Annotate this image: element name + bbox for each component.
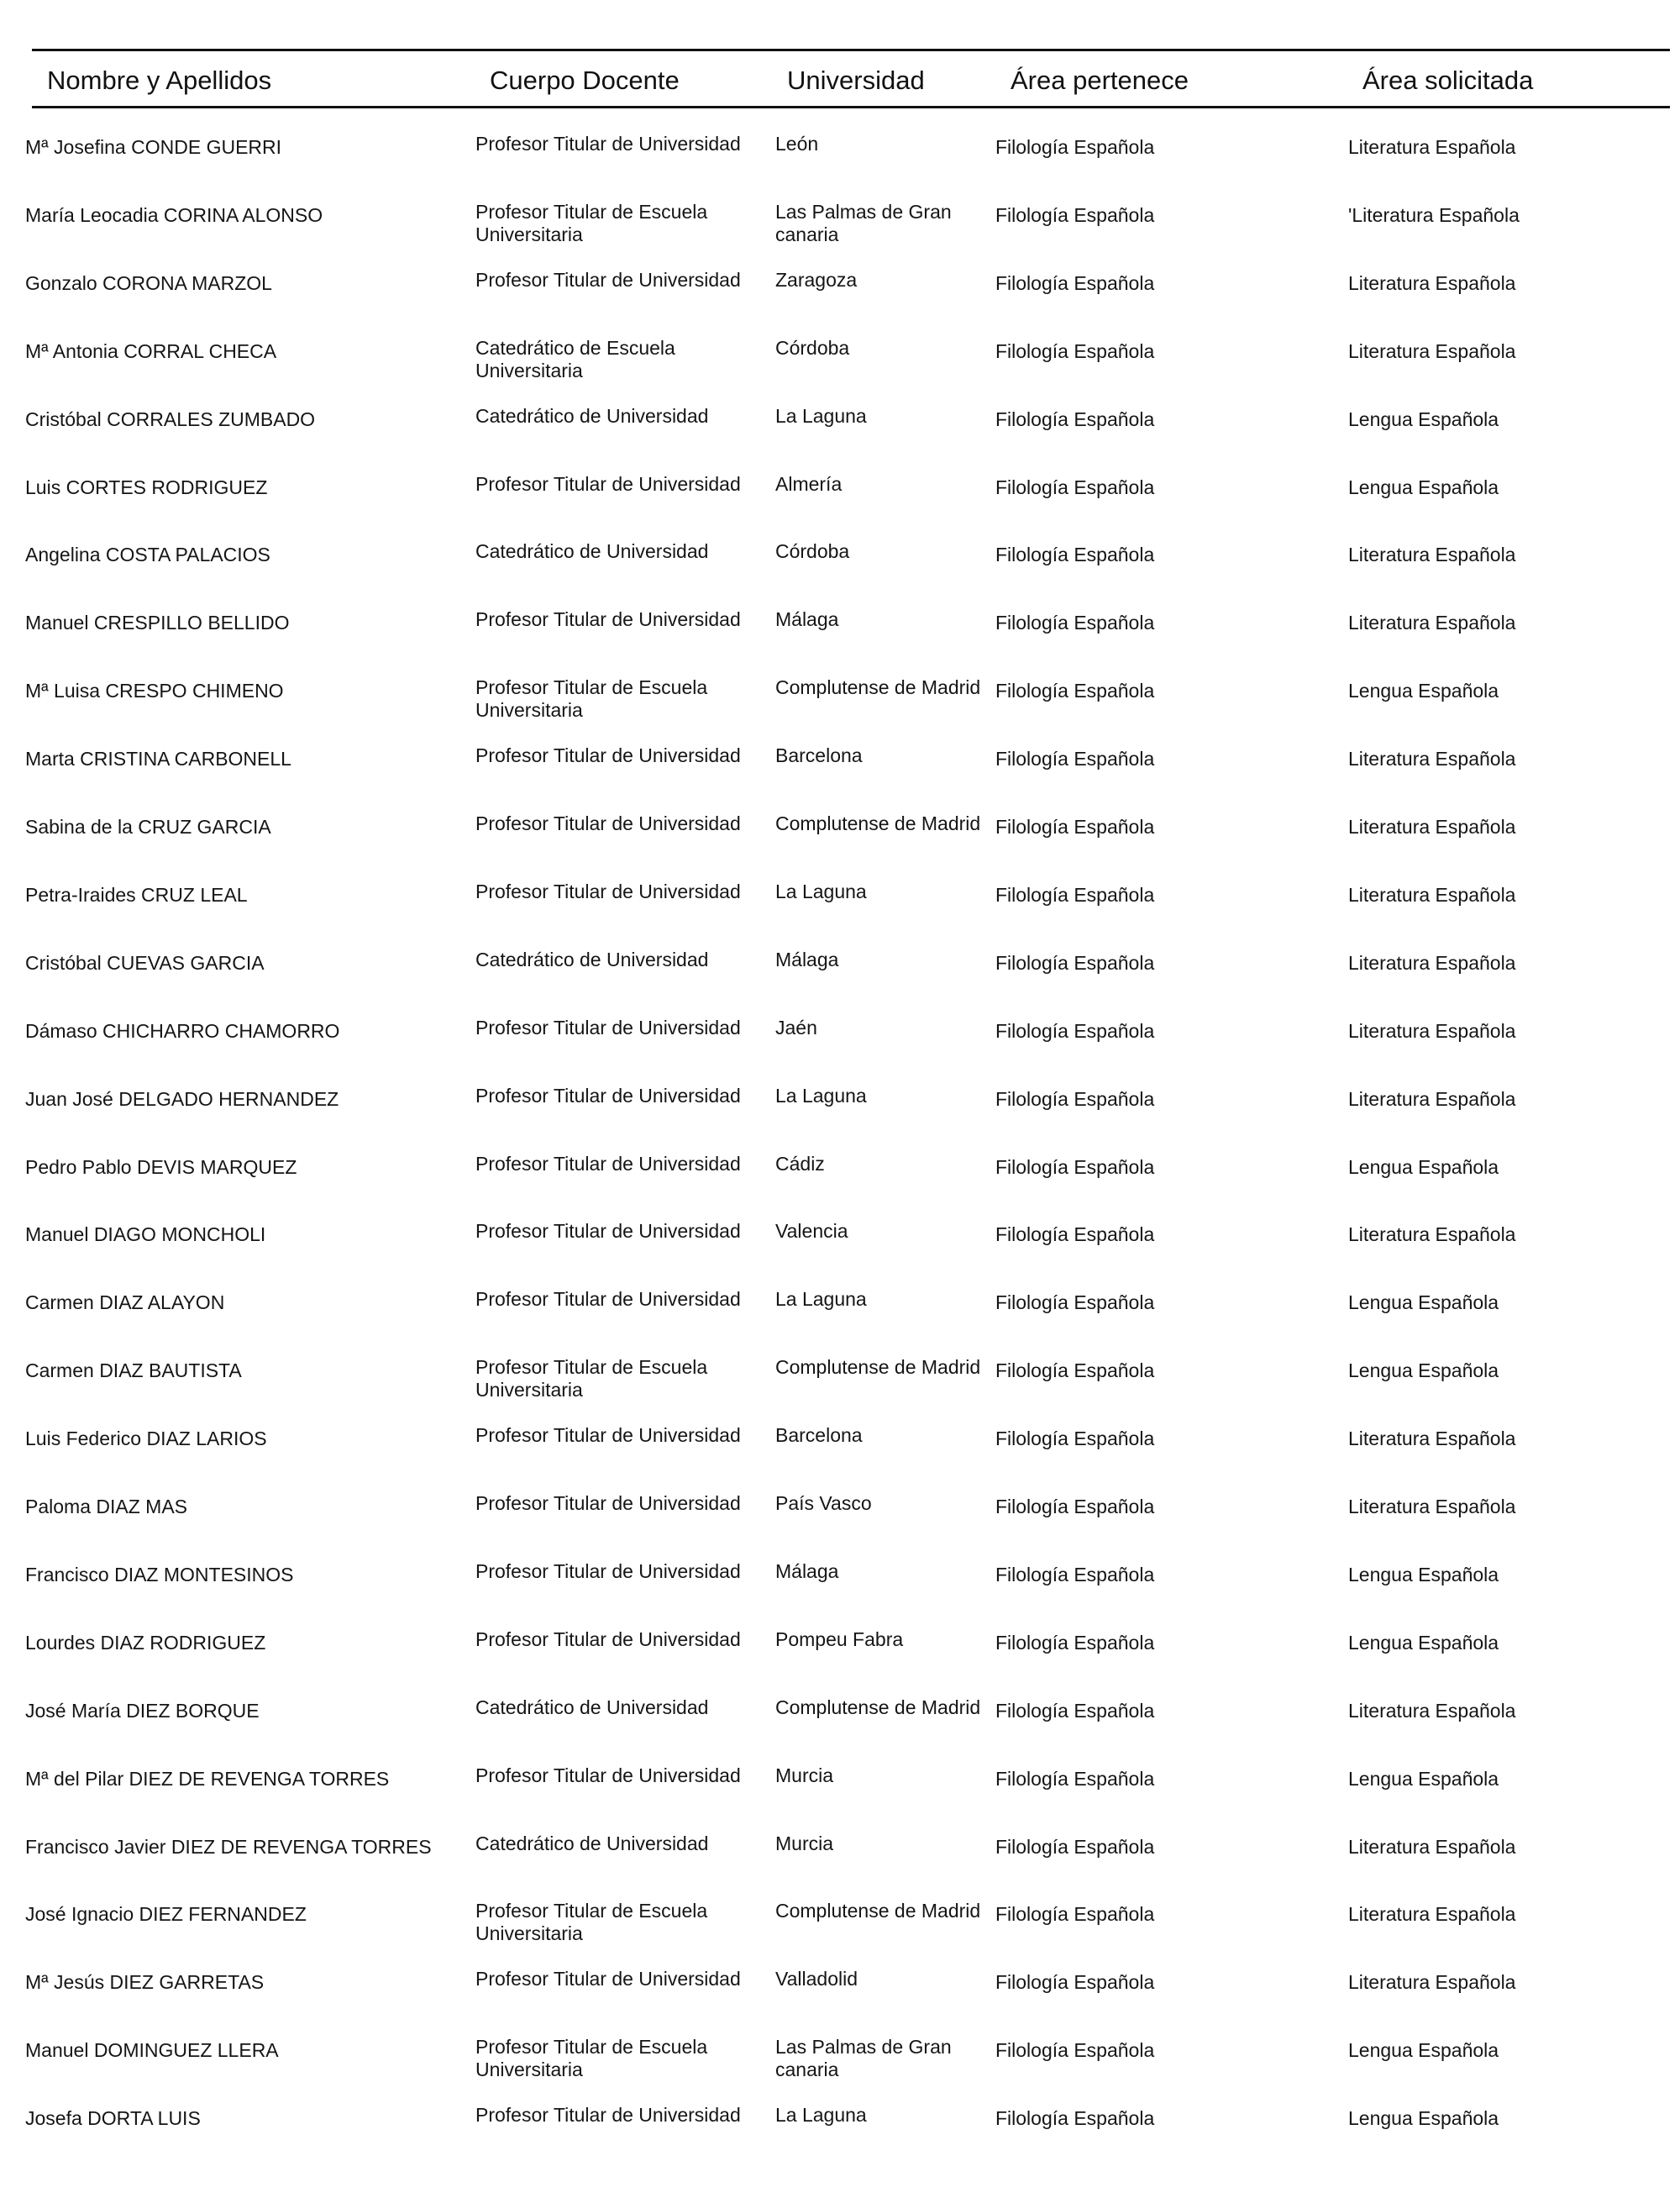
person-name-cell: Mª Josefina CONDE GUERRI	[25, 136, 282, 158]
area-solicitada-cell: Literatura Española	[1348, 748, 1516, 770]
area-solicitada-cell: Lengua Española	[1348, 2107, 1499, 2130]
cuerpo-docente-cell: Profesor Titular de Escuela Universitaria	[475, 1900, 708, 1945]
universidad-cell: La Laguna	[775, 2104, 867, 2127]
table-row	[0, 1696, 1680, 1747]
cuerpo-docente-cell: Profesor Titular de Escuela Universitaria	[475, 676, 708, 722]
universidad-cell: La Laguna	[775, 1288, 867, 1311]
area-pertenece-cell: Filología Española	[995, 1155, 1155, 1178]
person-name-cell: José Ignacio DIEZ FERNANDEZ	[25, 1903, 307, 1926]
cuerpo-docente-cell: Profesor Titular de Universidad	[475, 1016, 741, 1039]
cuerpo-docente-cell: Catedrático de Universidad	[475, 404, 709, 427]
area-solicitada-cell: Lengua Española	[1348, 1359, 1499, 1382]
area-pertenece-cell: Filología Española	[995, 2107, 1155, 2130]
table-row	[0, 1017, 1680, 1067]
area-solicitada-cell: Literatura Española	[1348, 1835, 1516, 1858]
area-pertenece-cell: Filología Española	[995, 1019, 1155, 1042]
cuerpo-docente-cell: Profesor Titular de Universidad	[475, 1492, 741, 1514]
area-solicitada-cell: Lengua Española	[1348, 2039, 1499, 2062]
area-pertenece-cell: Filología Española	[995, 1428, 1155, 1450]
person-name-cell: José María DIEZ BORQUE	[25, 1699, 260, 1722]
header-cuerpo-docente: Cuerpo Docente	[490, 66, 680, 95]
cuerpo-docente-cell: Profesor Titular de Universidad	[475, 472, 741, 495]
area-pertenece-cell: Filología Española	[995, 1835, 1155, 1858]
universidad-cell: Jaén	[775, 1016, 817, 1039]
person-name-cell: Paloma DIAZ MAS	[25, 1496, 187, 1517]
area-solicitada-cell: Literatura Española	[1348, 1019, 1516, 1042]
person-name-cell: Manuel DIAGO MONCHOLI	[25, 1223, 266, 1246]
cuerpo-docente-cell: Profesor Titular de Universidad	[475, 608, 741, 631]
area-solicitada-cell: Literatura Española	[1348, 271, 1516, 294]
person-name-cell: Juan José DELGADO HERNANDEZ	[25, 1087, 339, 1110]
person-name-cell: Mª Antonia CORRAL CHECA	[25, 339, 277, 362]
universidad-cell: Murcia	[775, 1764, 834, 1786]
universidad-cell: País Vasco	[775, 1492, 872, 1514]
area-solicitada-cell: Literatura Española	[1348, 136, 1516, 158]
universidad-cell: Complutense de Madrid	[775, 1356, 981, 1379]
area-pertenece-cell: Filología Española	[995, 408, 1155, 430]
area-pertenece-cell: Filología Española	[995, 816, 1155, 838]
universidad-cell: Almería	[775, 472, 843, 495]
universidad-cell: Complutense de Madrid	[775, 1900, 981, 1922]
cuerpo-docente-cell: Profesor Titular de Universidad	[475, 1084, 741, 1107]
cuerpo-docente-cell: Profesor Titular de Universidad	[475, 1764, 741, 1786]
cuerpo-docente-cell: Profesor Titular de Universidad	[475, 133, 741, 155]
area-pertenece-cell: Filología Española	[995, 748, 1155, 770]
area-solicitada-cell: Lengua Española	[1348, 1155, 1499, 1178]
area-pertenece-cell: Filología Española	[995, 2039, 1155, 2062]
person-name-cell: Lourdes DIAZ RODRIGUEZ	[25, 1631, 266, 1654]
person-name-cell: Dámaso CHICHARRO CHAMORRO	[25, 1019, 340, 1042]
table-row	[0, 133, 1680, 183]
table-row	[0, 1628, 1680, 1679]
cuerpo-docente-cell: Profesor Titular de Universidad	[475, 268, 741, 291]
cuerpo-docente-cell: Catedrático de Universidad	[475, 1696, 709, 1718]
table-row	[0, 1220, 1680, 1270]
area-solicitada-cell: Lengua Española	[1348, 1563, 1499, 1585]
cuerpo-docente-cell: Catedrático de Escuela Universitaria	[475, 336, 675, 381]
person-name-cell: María Leocadia CORINA ALONSO	[25, 203, 323, 226]
universidad-cell: Complutense de Madrid	[775, 812, 981, 834]
table-row	[0, 1833, 1680, 1883]
universidad-cell: León	[775, 133, 819, 155]
area-pertenece-cell: Filología Española	[995, 339, 1155, 362]
area-solicitada-cell: 'Literatura Española	[1348, 203, 1520, 226]
person-name-cell: Mª Luisa CRESPO CHIMENO	[25, 680, 284, 702]
person-name-cell: Sabina de la CRUZ GARCIA	[25, 816, 271, 838]
table-row	[0, 473, 1680, 523]
area-solicitada-cell: Literatura Española	[1348, 951, 1516, 974]
person-name-cell: Marta CRISTINA CARBONELL	[25, 748, 291, 770]
area-solicitada-cell: Lengua Española	[1348, 680, 1499, 702]
area-pertenece-cell: Filología Española	[995, 1087, 1155, 1110]
person-name-cell: Carmen DIAZ BAUTISTA	[25, 1359, 242, 1382]
cuerpo-docente-cell: Profesor Titular de Universidad	[475, 1152, 741, 1175]
universidad-cell: Las Palmas de Gran canaria	[775, 200, 952, 245]
header-nombre: Nombre y Apellidos	[47, 66, 272, 95]
table-row	[0, 1356, 1680, 1407]
person-name-cell: Mª Jesús DIEZ GARRETAS	[25, 1971, 265, 1994]
person-name-cell: Josefa DORTA LUIS	[25, 2107, 201, 2130]
person-name-cell: Cristóbal CORRALES ZUMBADO	[25, 408, 316, 430]
cuerpo-docente-cell: Profesor Titular de Escuela Universitaria	[475, 2036, 708, 2081]
cuerpo-docente-cell: Profesor Titular de Universidad	[475, 1627, 741, 1650]
table-row	[0, 1492, 1680, 1543]
header-universidad: Universidad	[787, 66, 925, 95]
area-pertenece-cell: Filología Española	[995, 1631, 1155, 1654]
area-solicitada-cell: Literatura Española	[1348, 612, 1516, 634]
table-row	[0, 540, 1680, 591]
table-row	[0, 812, 1680, 863]
table-row	[0, 881, 1680, 931]
cuerpo-docente-cell: Profesor Titular de Universidad	[475, 880, 741, 902]
person-name-cell: Manuel CRESPILLO BELLIDO	[25, 612, 290, 634]
area-pertenece-cell: Filología Española	[995, 476, 1155, 498]
area-solicitada-cell: Lengua Española	[1348, 1631, 1499, 1654]
cuerpo-docente-cell: Profesor Titular de Universidad	[475, 1424, 741, 1447]
table-row	[0, 676, 1680, 727]
area-solicitada-cell: Lengua Española	[1348, 1767, 1499, 1790]
area-solicitada-cell: Lengua Española	[1348, 476, 1499, 498]
universidad-cell: Murcia	[775, 1832, 834, 1854]
area-pertenece-cell: Filología Española	[995, 136, 1155, 158]
area-solicitada-cell: Lengua Española	[1348, 1291, 1499, 1314]
person-name-cell: Francisco Javier DIEZ DE REVENGA TORRES	[25, 1835, 432, 1858]
area-solicitada-cell: Literatura Española	[1348, 883, 1516, 906]
table-row	[0, 1968, 1680, 2018]
cuerpo-docente-cell: Profesor Titular de Universidad	[475, 1559, 741, 1582]
universidad-cell: Córdoba	[775, 540, 850, 563]
area-pertenece-cell: Filología Española	[995, 680, 1155, 702]
table-row	[0, 269, 1680, 319]
universidad-cell: La Laguna	[775, 1084, 867, 1107]
universidad-cell: Las Palmas de Gran canaria	[775, 2036, 952, 2081]
area-pertenece-cell: Filología Española	[995, 1903, 1155, 1926]
cuerpo-docente-cell: Catedrático de Universidad	[475, 1832, 709, 1854]
universidad-cell: Complutense de Madrid	[775, 1696, 981, 1718]
universidad-cell: Valladolid	[775, 1968, 858, 1990]
universidad-cell: Córdoba	[775, 336, 850, 359]
person-name-cell: Angelina COSTA PALACIOS	[25, 544, 270, 566]
universidad-cell: Málaga	[775, 608, 839, 631]
area-pertenece-cell: Filología Española	[995, 544, 1155, 566]
person-name-cell: Carmen DIAZ ALAYON	[25, 1291, 225, 1314]
person-name-cell: Luis Federico DIAZ LARIOS	[25, 1428, 267, 1450]
area-pertenece-cell: Filología Española	[995, 1291, 1155, 1314]
header-area-pertenece: Área pertenece	[1011, 66, 1189, 95]
person-name-cell: Luis CORTES RODRIGUEZ	[25, 476, 268, 498]
area-solicitada-cell: Literatura Española	[1348, 544, 1516, 566]
area-pertenece-cell: Filología Española	[995, 1359, 1155, 1382]
cuerpo-docente-cell: Profesor Titular de Universidad	[475, 1968, 741, 1990]
area-pertenece-cell: Filología Española	[995, 1496, 1155, 1517]
area-pertenece-cell: Filología Española	[995, 883, 1155, 906]
person-name-cell: Petra-Iraides CRUZ LEAL	[25, 883, 248, 906]
cuerpo-docente-cell: Profesor Titular de Universidad	[475, 1220, 741, 1243]
area-pertenece-cell: Filología Española	[995, 1223, 1155, 1246]
universidad-cell: La Laguna	[775, 404, 867, 427]
person-name-cell: Mª del Pilar DIEZ DE REVENGA TORRES	[25, 1767, 390, 1790]
cuerpo-docente-cell: Profesor Titular de Universidad	[475, 1288, 741, 1311]
table-row	[0, 1764, 1680, 1815]
area-pertenece-cell: Filología Española	[995, 951, 1155, 974]
table-row	[0, 1085, 1680, 1135]
universidad-cell: Zaragoza	[775, 268, 858, 291]
cuerpo-docente-cell: Profesor Titular de Universidad	[475, 744, 741, 767]
cuerpo-docente-cell: Profesor Titular de Universidad	[475, 812, 741, 834]
area-pertenece-cell: Filología Española	[995, 1767, 1155, 1790]
area-solicitada-cell: Literatura Española	[1348, 1971, 1516, 1994]
header-area-solicitada: Área solicitada	[1362, 66, 1534, 95]
table-row	[0, 949, 1680, 999]
area-solicitada-cell: Literatura Española	[1348, 1903, 1516, 1926]
area-solicitada-cell: Literatura Española	[1348, 1496, 1516, 1517]
cuerpo-docente-cell: Catedrático de Universidad	[475, 948, 709, 970]
universidad-cell: Valencia	[775, 1220, 848, 1243]
area-pertenece-cell: Filología Española	[995, 271, 1155, 294]
cuerpo-docente-cell: Profesor Titular de Escuela Universitaria	[475, 200, 708, 245]
cuerpo-docente-cell: Profesor Titular de Escuela Universitaria	[475, 1356, 708, 1401]
person-name-cell: Manuel DOMINGUEZ LLERA	[25, 2039, 279, 2062]
universidad-cell: Málaga	[775, 948, 839, 970]
universidad-cell: Pompeu Fabra	[775, 1627, 904, 1650]
table-row	[0, 1560, 1680, 1611]
area-solicitada-cell: Lengua Española	[1348, 408, 1499, 430]
cuerpo-docente-cell: Catedrático de Universidad	[475, 540, 709, 563]
area-solicitada-cell: Literatura Española	[1348, 816, 1516, 838]
universidad-cell: Barcelona	[775, 1424, 863, 1447]
area-pertenece-cell: Filología Española	[995, 1563, 1155, 1585]
table-row	[0, 608, 1680, 659]
universidad-cell: Cádiz	[775, 1152, 825, 1175]
table-row	[0, 1424, 1680, 1475]
table-row	[0, 744, 1680, 795]
cuerpo-docente-cell: Profesor Titular de Universidad	[475, 2104, 741, 2127]
universidad-cell: Complutense de Madrid	[775, 676, 981, 699]
person-name-cell: Cristóbal CUEVAS GARCIA	[25, 951, 265, 974]
area-solicitada-cell: Literatura Española	[1348, 1087, 1516, 1110]
person-name-cell: Gonzalo CORONA MARZOL	[25, 271, 272, 294]
table-row	[0, 1153, 1680, 1203]
table-row	[0, 337, 1680, 387]
area-pertenece-cell: Filología Española	[995, 612, 1155, 634]
person-name-cell: Francisco DIAZ MONTESINOS	[25, 1563, 294, 1585]
area-solicitada-cell: Literatura Española	[1348, 339, 1516, 362]
universidad-cell: La Laguna	[775, 880, 867, 902]
universidad-cell: Barcelona	[775, 744, 863, 767]
table-row	[0, 201, 1680, 251]
table-row	[0, 405, 1680, 455]
area-pertenece-cell: Filología Española	[995, 203, 1155, 226]
area-pertenece-cell: Filología Española	[995, 1971, 1155, 1994]
person-name-cell: Pedro Pablo DEVIS MARQUEZ	[25, 1155, 297, 1178]
table-row	[0, 2036, 1680, 2086]
area-solicitada-cell: Literatura Española	[1348, 1699, 1516, 1722]
table-row	[0, 2104, 1680, 2154]
table-row	[0, 1288, 1680, 1338]
area-solicitada-cell: Literatura Española	[1348, 1223, 1516, 1246]
table-row	[0, 1900, 1680, 1950]
universidad-cell: Málaga	[775, 1559, 839, 1582]
area-solicitada-cell: Literatura Española	[1348, 1428, 1516, 1450]
area-pertenece-cell: Filología Española	[995, 1699, 1155, 1722]
